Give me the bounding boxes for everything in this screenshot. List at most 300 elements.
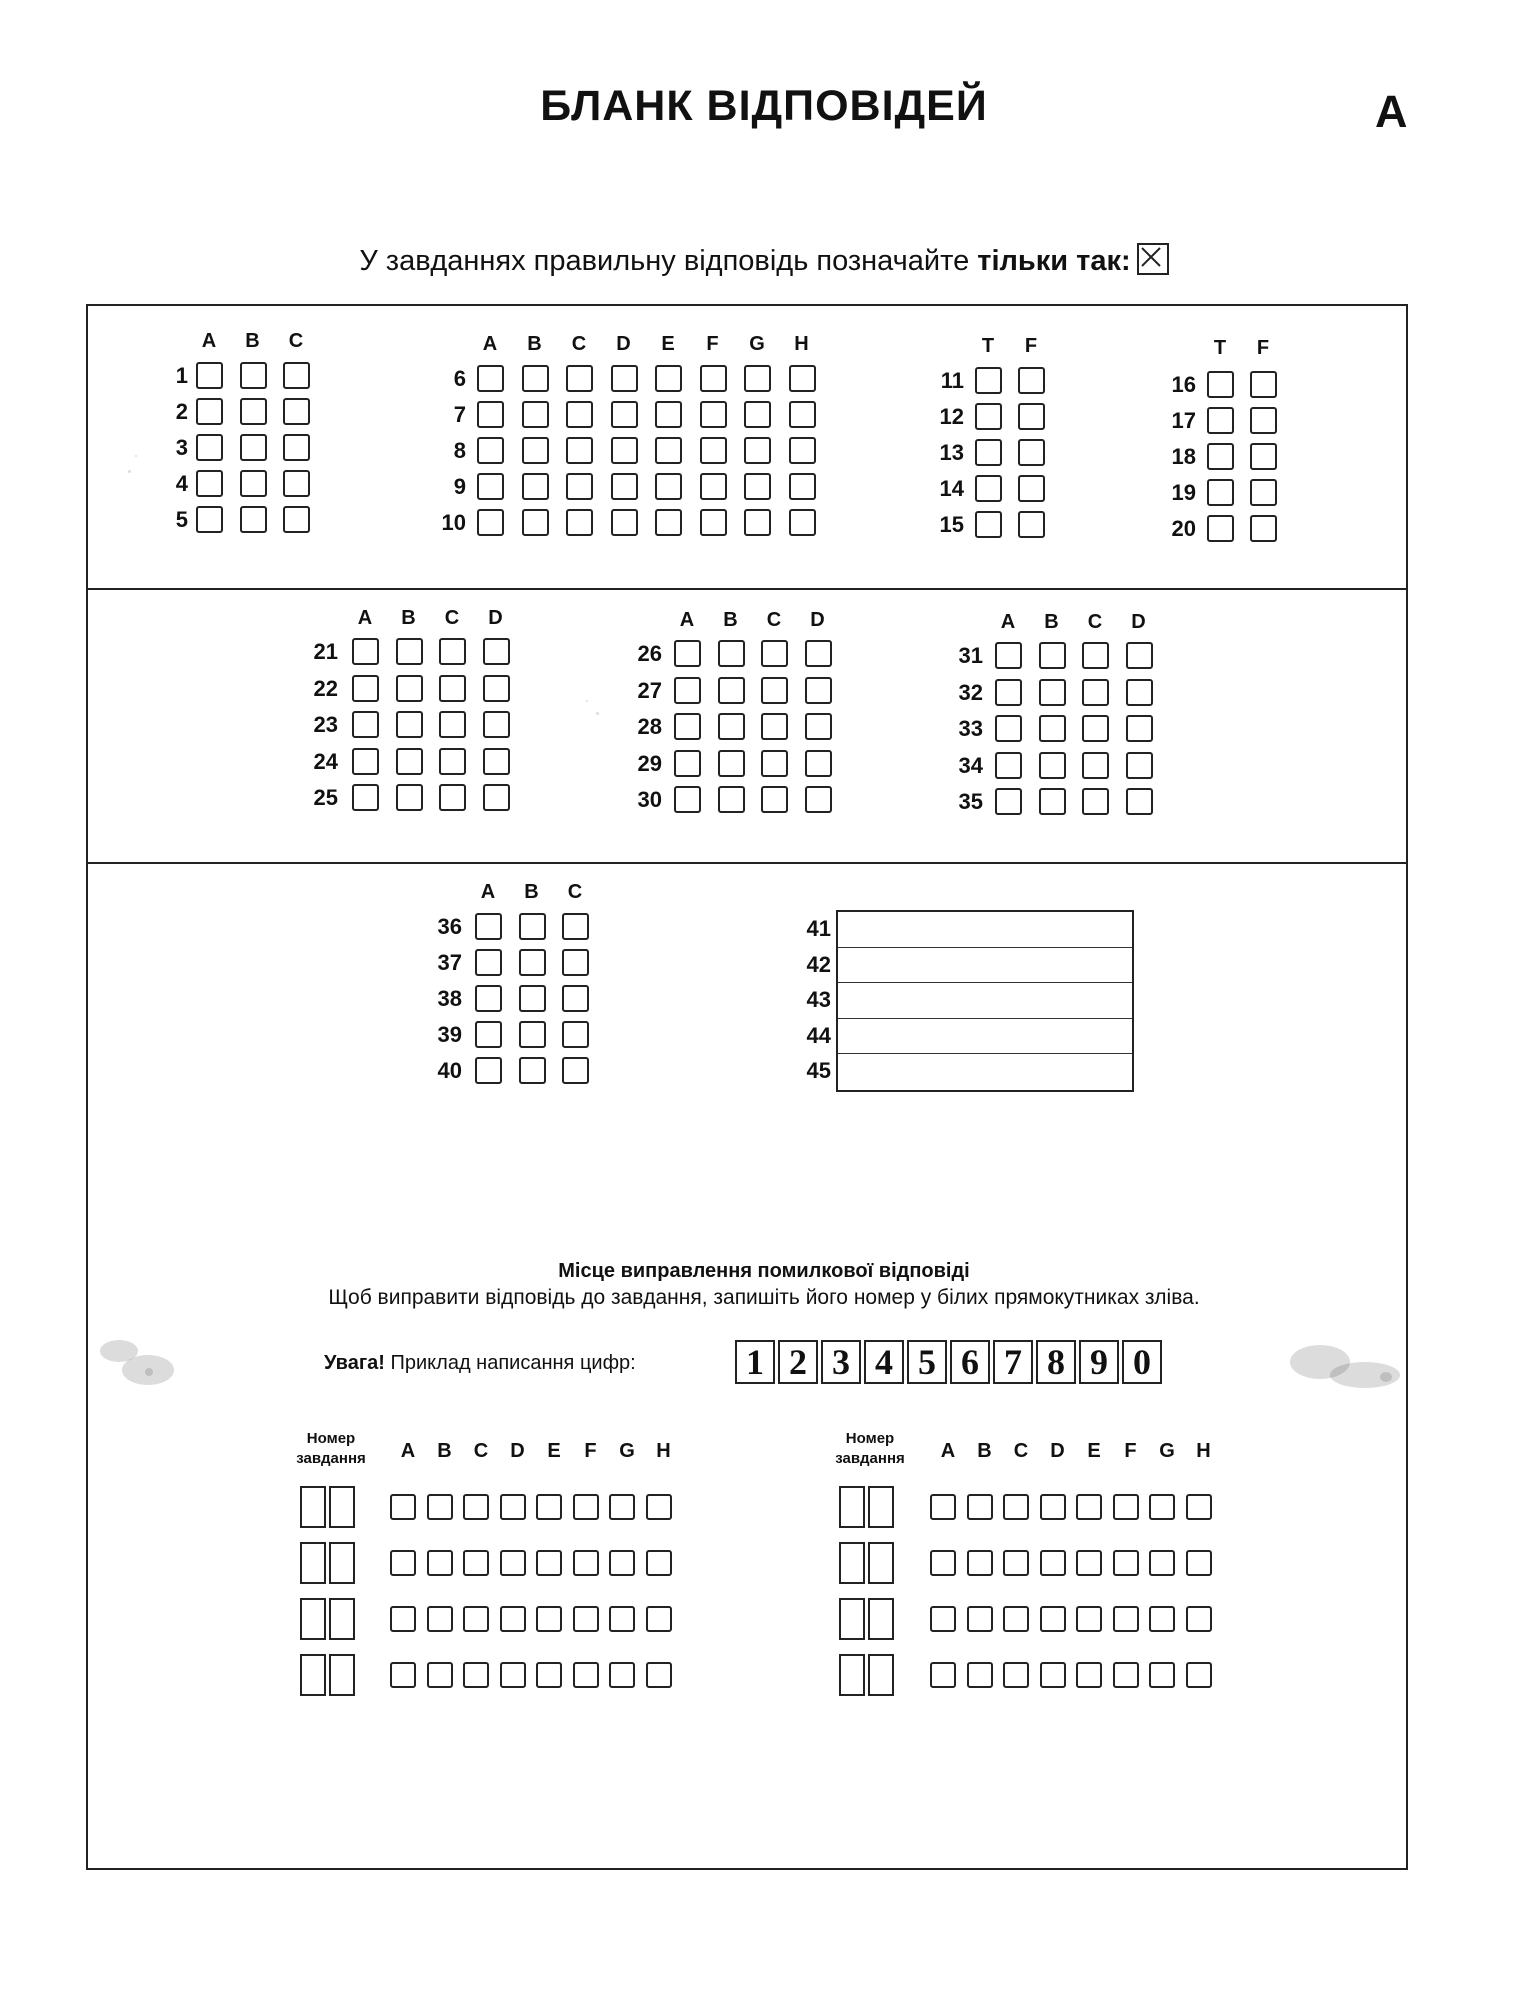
answer-checkbox-6-b[interactable] xyxy=(522,365,549,392)
correction-checkbox-g[interactable] xyxy=(609,1550,635,1576)
answer-checkbox-10-h[interactable] xyxy=(789,509,816,536)
answer-checkbox-6-h[interactable] xyxy=(789,365,816,392)
correction-checkbox-a[interactable] xyxy=(390,1662,416,1688)
answer-checkbox-35-a[interactable] xyxy=(995,788,1022,815)
answer-checkbox-38-c[interactable] xyxy=(562,985,589,1012)
correction-checkbox-h[interactable] xyxy=(646,1662,672,1688)
answer-checkbox-13-t[interactable] xyxy=(975,439,1002,466)
task-number-digit-box[interactable] xyxy=(868,1654,894,1696)
answer-checkbox-22-a[interactable] xyxy=(352,675,379,702)
answer-checkbox-27-b[interactable] xyxy=(718,677,745,704)
answer-checkbox-1-c[interactable] xyxy=(283,362,310,389)
task-number-digit-box[interactable] xyxy=(839,1598,865,1640)
answer-checkbox-6-g[interactable] xyxy=(744,365,771,392)
answer-line-45[interactable] xyxy=(838,1054,1132,1090)
answer-line-43[interactable] xyxy=(838,983,1132,1019)
correction-checkbox-h[interactable] xyxy=(1186,1494,1212,1520)
answer-checkbox-9-c[interactable] xyxy=(566,473,593,500)
answer-checkbox-5-c[interactable] xyxy=(283,506,310,533)
answer-checkbox-40-c[interactable] xyxy=(562,1057,589,1084)
answer-checkbox-26-a[interactable] xyxy=(674,640,701,667)
correction-checkbox-c[interactable] xyxy=(1003,1662,1029,1688)
digit-sample: 2 xyxy=(778,1340,818,1384)
answer-checkbox-32-a[interactable] xyxy=(995,679,1022,706)
question-number: 16 xyxy=(1171,372,1196,397)
correction-checkbox-d[interactable] xyxy=(1040,1606,1066,1632)
answer-checkbox-36-c[interactable] xyxy=(562,913,589,940)
task-number-digit-box[interactable] xyxy=(300,1486,326,1528)
answer-checkbox-8-b[interactable] xyxy=(522,437,549,464)
answer-checkbox-7-h[interactable] xyxy=(789,401,816,428)
answer-checkbox-31-a[interactable] xyxy=(995,642,1022,669)
digit-sample: 1 xyxy=(735,1340,775,1384)
answer-checkbox-24-b[interactable] xyxy=(396,748,423,775)
question-number: 18 xyxy=(1171,444,1196,469)
scan-speck xyxy=(1380,1372,1392,1382)
question-number: 13 xyxy=(939,440,964,465)
answer-checkbox-25-d[interactable] xyxy=(483,784,510,811)
correction-checkbox-a[interactable] xyxy=(390,1494,416,1520)
question-number: 2 xyxy=(175,399,188,424)
answer-checkbox-35-c[interactable] xyxy=(1082,788,1109,815)
correction-checkbox-b[interactable] xyxy=(427,1606,453,1632)
answer-checkbox-31-d[interactable] xyxy=(1126,642,1153,669)
answer-line-42[interactable] xyxy=(838,948,1132,984)
column-header-b: B xyxy=(1044,611,1059,633)
answer-checkbox-33-c[interactable] xyxy=(1082,715,1109,742)
answer-checkbox-40-a[interactable] xyxy=(475,1057,502,1084)
question-number: 12 xyxy=(939,404,964,429)
answer-checkbox-8-e[interactable] xyxy=(655,437,682,464)
answer-checkbox-37-b[interactable] xyxy=(519,949,546,976)
answer-checkbox-9-d[interactable] xyxy=(611,473,638,500)
answer-checkbox-6-a[interactable] xyxy=(477,365,504,392)
answer-checkbox-1-a[interactable] xyxy=(196,362,223,389)
answer-checkbox-22-c[interactable] xyxy=(439,675,466,702)
column-header-h: H xyxy=(794,333,809,355)
warning-text: Приклад написання цифр: xyxy=(384,1352,636,1374)
answer-checkbox-2-b[interactable] xyxy=(240,398,267,425)
answer-checkbox-34-c[interactable] xyxy=(1082,752,1109,779)
answer-checkbox-38-a[interactable] xyxy=(475,985,502,1012)
answer-checkbox-17-t[interactable] xyxy=(1207,407,1234,434)
answer-checkbox-4-b[interactable] xyxy=(240,470,267,497)
answer-checkbox-8-a[interactable] xyxy=(477,437,504,464)
correction-checkbox-e[interactable] xyxy=(536,1662,562,1688)
correction-checkbox-h[interactable] xyxy=(1186,1606,1212,1632)
answer-checkbox-11-t[interactable] xyxy=(975,367,1002,394)
correction-checkbox-f[interactable] xyxy=(1113,1494,1139,1520)
correction-checkbox-a[interactable] xyxy=(390,1606,416,1632)
column-header-b: B xyxy=(245,330,260,352)
column-header-c: C xyxy=(444,607,460,629)
answer-checkbox-5-b[interactable] xyxy=(240,506,267,533)
answer-checkbox-10-d[interactable] xyxy=(611,509,638,536)
answer-line-41[interactable] xyxy=(838,912,1132,948)
answer-checkbox-23-b[interactable] xyxy=(396,711,423,738)
answer-checkbox-7-f[interactable] xyxy=(700,401,727,428)
question-number: 21 xyxy=(313,639,338,664)
answer-checkbox-31-b[interactable] xyxy=(1039,642,1066,669)
answer-checkbox-35-d[interactable] xyxy=(1126,788,1153,815)
correction-checkbox-g[interactable] xyxy=(609,1662,635,1688)
correction-checkbox-b[interactable] xyxy=(967,1606,993,1632)
answer-checkbox-22-b[interactable] xyxy=(396,675,423,702)
column-header-b: B xyxy=(524,881,539,903)
correction-checkbox-e[interactable] xyxy=(536,1550,562,1576)
digit-sample: 8 xyxy=(1036,1340,1076,1384)
correction-checkbox-a[interactable] xyxy=(390,1550,416,1576)
answer-checkbox-9-f[interactable] xyxy=(700,473,727,500)
question-number: 38 xyxy=(437,986,462,1011)
column-header-f: F xyxy=(1024,335,1038,357)
correction-checkbox-d[interactable] xyxy=(500,1662,526,1688)
column-header-b: B xyxy=(977,1440,992,1462)
correction-checkbox-h[interactable] xyxy=(646,1606,672,1632)
answer-checkbox-26-b[interactable] xyxy=(718,640,745,667)
answer-checkbox-8-g[interactable] xyxy=(744,437,771,464)
digits-example-label xyxy=(324,1352,636,1375)
answer-checkbox-23-c[interactable] xyxy=(439,711,466,738)
answer-checkbox-21-d[interactable] xyxy=(483,638,510,665)
answer-checkbox-34-d[interactable] xyxy=(1126,752,1153,779)
correction-checkbox-d[interactable] xyxy=(1040,1494,1066,1520)
answer-checkbox-20-f[interactable] xyxy=(1250,515,1277,542)
correction-checkbox-f[interactable] xyxy=(1113,1550,1139,1576)
correction-checkbox-g[interactable] xyxy=(609,1494,635,1520)
answer-checkbox-24-c[interactable] xyxy=(439,748,466,775)
answer-checkbox-5-a[interactable] xyxy=(196,506,223,533)
column-header-t: T xyxy=(981,335,995,357)
question-number: 30 xyxy=(637,787,662,812)
column-header-g: G xyxy=(619,1440,635,1462)
correction-checkbox-g[interactable] xyxy=(1149,1494,1175,1520)
answer-checkbox-7-g[interactable] xyxy=(744,401,771,428)
answer-checkbox-33-b[interactable] xyxy=(1039,715,1066,742)
column-header-e: E xyxy=(661,333,675,355)
answer-checkbox-31-c[interactable] xyxy=(1082,642,1109,669)
correction-checkbox-c[interactable] xyxy=(463,1606,489,1632)
answer-checkbox-7-e[interactable] xyxy=(655,401,682,428)
column-header-a: A xyxy=(400,1440,416,1462)
column-header-h: H xyxy=(1196,1440,1211,1462)
column-header-a: A xyxy=(482,333,498,355)
task-number-digit-box[interactable] xyxy=(329,1542,355,1584)
correction-checkbox-e[interactable] xyxy=(536,1606,562,1632)
correction-checkbox-c[interactable] xyxy=(463,1662,489,1688)
task-number-digit-box[interactable] xyxy=(329,1486,355,1528)
answer-checkbox-9-a[interactable] xyxy=(477,473,504,500)
answer-checkbox-9-b[interactable] xyxy=(522,473,549,500)
correction-checkbox-e[interactable] xyxy=(1076,1550,1102,1576)
section-divider xyxy=(86,588,1408,590)
task-number-digit-box[interactable] xyxy=(839,1654,865,1696)
answer-checkbox-18-f[interactable] xyxy=(1250,443,1277,470)
correction-checkbox-c[interactable] xyxy=(463,1550,489,1576)
correction-checkbox-a[interactable] xyxy=(930,1494,956,1520)
answer-checkbox-19-t[interactable] xyxy=(1207,479,1234,506)
answer-checkbox-10-b[interactable] xyxy=(522,509,549,536)
answer-checkbox-22-d[interactable] xyxy=(483,675,510,702)
answer-checkbox-10-c[interactable] xyxy=(566,509,593,536)
correction-checkbox-a[interactable] xyxy=(930,1606,956,1632)
correction-checkbox-f[interactable] xyxy=(573,1606,599,1632)
correction-checkbox-a[interactable] xyxy=(930,1662,956,1688)
column-header-b: B xyxy=(437,1440,452,1462)
answer-checkbox-15-f[interactable] xyxy=(1018,511,1045,538)
answer-checkbox-34-b[interactable] xyxy=(1039,752,1066,779)
answer-checkbox-16-t[interactable] xyxy=(1207,371,1234,398)
digit-sample: 5 xyxy=(907,1340,947,1384)
answer-checkbox-8-h[interactable] xyxy=(789,437,816,464)
answer-checkbox-18-t[interactable] xyxy=(1207,443,1234,470)
correction-checkbox-b[interactable] xyxy=(967,1494,993,1520)
question-number: 10 xyxy=(441,510,466,535)
correction-instruction: Щоб виправити відповідь до завдання, запишіть його номер у білих прямокутниках зліва. xyxy=(328,1286,1200,1309)
answer-checkbox-21-a[interactable] xyxy=(352,638,379,665)
answer-checkbox-38-b[interactable] xyxy=(519,985,546,1012)
answer-checkbox-36-a[interactable] xyxy=(475,913,502,940)
question-number: 37 xyxy=(437,950,462,975)
answer-checkbox-16-f[interactable] xyxy=(1250,371,1277,398)
answer-checkbox-36-b[interactable] xyxy=(519,913,546,940)
answer-checkbox-30-d[interactable] xyxy=(805,786,832,813)
answer-checkbox-13-f[interactable] xyxy=(1018,439,1045,466)
answer-checkbox-1-b[interactable] xyxy=(240,362,267,389)
column-header-f: F xyxy=(1256,337,1270,359)
task-number-digit-box[interactable] xyxy=(300,1542,326,1584)
digit-sample: 0 xyxy=(1122,1340,1162,1384)
correction-checkbox-c[interactable] xyxy=(1003,1606,1029,1632)
answer-checkbox-7-b[interactable] xyxy=(522,401,549,428)
correction-checkbox-e[interactable] xyxy=(1076,1662,1102,1688)
correction-checkbox-c[interactable] xyxy=(463,1494,489,1520)
answer-checkbox-27-c[interactable] xyxy=(761,677,788,704)
answer-line-44[interactable] xyxy=(838,1019,1132,1055)
answer-checkbox-29-d[interactable] xyxy=(805,750,832,777)
task-number-digit-box[interactable] xyxy=(839,1486,865,1528)
correction-checkbox-d[interactable] xyxy=(1040,1550,1066,1576)
answer-checkbox-33-d[interactable] xyxy=(1126,715,1153,742)
answer-checkbox-9-e[interactable] xyxy=(655,473,682,500)
answer-checkbox-28-c[interactable] xyxy=(761,713,788,740)
instruction xyxy=(0,243,1528,278)
cross-mark-icon xyxy=(1137,243,1169,275)
answer-checkbox-32-d[interactable] xyxy=(1126,679,1153,706)
answer-checkbox-23-d[interactable] xyxy=(483,711,510,738)
correction-checkbox-g[interactable] xyxy=(609,1606,635,1632)
correction-checkbox-h[interactable] xyxy=(646,1494,672,1520)
answer-checkbox-26-d[interactable] xyxy=(805,640,832,667)
column-header-d: D xyxy=(810,609,825,631)
answer-checkbox-24-d[interactable] xyxy=(483,748,510,775)
answer-checkbox-17-f[interactable] xyxy=(1250,407,1277,434)
correction-checkbox-f[interactable] xyxy=(573,1662,599,1688)
answer-checkbox-12-f[interactable] xyxy=(1018,403,1045,430)
task-number-label: Номер xyxy=(306,1430,356,1447)
column-header-d: D xyxy=(488,607,503,629)
answer-checkbox-24-a[interactable] xyxy=(352,748,379,775)
task-number-digit-box[interactable] xyxy=(300,1654,326,1696)
digit-sample: 3 xyxy=(821,1340,861,1384)
column-header-g: G xyxy=(1159,1440,1175,1462)
correction-checkbox-d[interactable] xyxy=(500,1550,526,1576)
correction-checkbox-a[interactable] xyxy=(930,1550,956,1576)
answer-checkbox-39-b[interactable] xyxy=(519,1021,546,1048)
instruction-text: У завданнях правильну відповідь позначайте xyxy=(359,245,978,277)
answer-checkbox-3-c[interactable] xyxy=(283,434,310,461)
answer-checkbox-9-h[interactable] xyxy=(789,473,816,500)
correction-checkbox-b[interactable] xyxy=(427,1662,453,1688)
answer-checkbox-2-c[interactable] xyxy=(283,398,310,425)
answer-checkbox-8-f[interactable] xyxy=(700,437,727,464)
correction-checkbox-h[interactable] xyxy=(1186,1550,1212,1576)
column-header-d: D xyxy=(1050,1440,1065,1462)
answer-checkbox-25-c[interactable] xyxy=(439,784,466,811)
answer-checkbox-21-c[interactable] xyxy=(439,638,466,665)
task-number-digit-box[interactable] xyxy=(868,1486,894,1528)
scan-speck xyxy=(128,470,131,473)
answer-checkbox-10-a[interactable] xyxy=(477,509,504,536)
answer-checkbox-28-d[interactable] xyxy=(805,713,832,740)
answer-checkbox-4-c[interactable] xyxy=(283,470,310,497)
column-header-b: B xyxy=(723,609,738,631)
answer-checkbox-34-a[interactable] xyxy=(995,752,1022,779)
task-number-digit-box[interactable] xyxy=(300,1598,326,1640)
answer-checkbox-28-a[interactable] xyxy=(674,713,701,740)
answer-checkbox-10-g[interactable] xyxy=(744,509,771,536)
correction-checkbox-f[interactable] xyxy=(1113,1662,1139,1688)
answer-checkbox-2-a[interactable] xyxy=(196,398,223,425)
answer-checkbox-29-b[interactable] xyxy=(718,750,745,777)
correction-checkbox-g[interactable] xyxy=(1149,1606,1175,1632)
answer-checkbox-27-a[interactable] xyxy=(674,677,701,704)
question-number: 15 xyxy=(939,512,964,537)
answer-checkbox-30-a[interactable] xyxy=(674,786,701,813)
answer-checkbox-3-b[interactable] xyxy=(240,434,267,461)
correction-checkbox-d[interactable] xyxy=(500,1606,526,1632)
question-number: 43 xyxy=(806,987,831,1013)
answer-checkbox-32-c[interactable] xyxy=(1082,679,1109,706)
answer-checkbox-10-f[interactable] xyxy=(700,509,727,536)
answer-checkbox-6-d[interactable] xyxy=(611,365,638,392)
correction-checkbox-d[interactable] xyxy=(500,1494,526,1520)
answer-checkbox-20-t[interactable] xyxy=(1207,515,1234,542)
task-number-digit-box[interactable] xyxy=(329,1654,355,1696)
answer-checkbox-12-t[interactable] xyxy=(975,403,1002,430)
correction-checkbox-g[interactable] xyxy=(1149,1550,1175,1576)
answer-checkbox-4-a[interactable] xyxy=(196,470,223,497)
correction-checkbox-f[interactable] xyxy=(1113,1606,1139,1632)
scan-speck xyxy=(596,712,599,715)
correction-checkbox-g[interactable] xyxy=(1149,1662,1175,1688)
correction-checkbox-d[interactable] xyxy=(1040,1662,1066,1688)
question-number: 33 xyxy=(958,716,983,741)
answer-checkbox-7-a[interactable] xyxy=(477,401,504,428)
column-header-e: E xyxy=(547,1440,561,1462)
answer-checkbox-9-g[interactable] xyxy=(744,473,771,500)
answer-checkbox-27-d[interactable] xyxy=(805,677,832,704)
answer-checkbox-35-b[interactable] xyxy=(1039,788,1066,815)
correction-checkbox-e[interactable] xyxy=(536,1494,562,1520)
question-number: 44 xyxy=(806,1022,831,1048)
answer-checkbox-33-a[interactable] xyxy=(995,715,1022,742)
column-header-f: F xyxy=(584,1440,597,1462)
column-header-f: F xyxy=(706,333,719,355)
correction-checkbox-c[interactable] xyxy=(1003,1494,1029,1520)
correction-checkbox-b[interactable] xyxy=(427,1494,453,1520)
answer-checkbox-11-f[interactable] xyxy=(1018,367,1045,394)
answer-checkbox-32-b[interactable] xyxy=(1039,679,1066,706)
scan-speck xyxy=(145,1368,153,1376)
answer-checkbox-37-a[interactable] xyxy=(475,949,502,976)
answer-checkbox-30-c[interactable] xyxy=(761,786,788,813)
correction-checkbox-e[interactable] xyxy=(1076,1494,1102,1520)
digits-example xyxy=(735,1340,1162,1384)
correction-checkbox-b[interactable] xyxy=(967,1550,993,1576)
question-number: 9 xyxy=(453,474,466,499)
answer-checkbox-8-c[interactable] xyxy=(566,437,593,464)
answer-checkbox-25-b[interactable] xyxy=(396,784,423,811)
correction-checkbox-h[interactable] xyxy=(1186,1662,1212,1688)
correction-checkbox-h[interactable] xyxy=(646,1550,672,1576)
answer-checkbox-29-a[interactable] xyxy=(674,750,701,777)
correction-checkbox-b[interactable] xyxy=(967,1662,993,1688)
answer-checkbox-3-a[interactable] xyxy=(196,434,223,461)
correction-checkbox-f[interactable] xyxy=(573,1550,599,1576)
task-number-label: завдання xyxy=(296,1450,366,1467)
answer-checkbox-6-c[interactable] xyxy=(566,365,593,392)
answer-checkbox-6-f[interactable] xyxy=(700,365,727,392)
answer-checkbox-40-b[interactable] xyxy=(519,1057,546,1084)
correction-checkbox-b[interactable] xyxy=(427,1550,453,1576)
answer-checkbox-7-d[interactable] xyxy=(611,401,638,428)
answer-checkbox-29-c[interactable] xyxy=(761,750,788,777)
answer-checkbox-39-a[interactable] xyxy=(475,1021,502,1048)
answer-checkbox-28-b[interactable] xyxy=(718,713,745,740)
task-number-digit-box[interactable] xyxy=(868,1542,894,1584)
column-header-c: C xyxy=(288,330,304,352)
correction-checkbox-e[interactable] xyxy=(1076,1606,1102,1632)
open-answer-area[interactable] xyxy=(836,910,1134,1092)
column-header-c: C xyxy=(567,881,583,903)
correction-title: Місце виправлення помилкової відповіді xyxy=(558,1260,970,1282)
question-number: 28 xyxy=(637,714,662,739)
answer-checkbox-21-b[interactable] xyxy=(396,638,423,665)
answer-checkbox-30-b[interactable] xyxy=(718,786,745,813)
answer-checkbox-26-c[interactable] xyxy=(761,640,788,667)
question-number: 6 xyxy=(453,366,466,391)
answer-checkbox-19-f[interactable] xyxy=(1250,479,1277,506)
answer-checkbox-6-e[interactable] xyxy=(655,365,682,392)
answer-checkbox-25-a[interactable] xyxy=(352,784,379,811)
task-number-digit-box[interactable] xyxy=(839,1542,865,1584)
correction-checkbox-c[interactable] xyxy=(1003,1550,1029,1576)
answer-checkbox-14-t[interactable] xyxy=(975,475,1002,502)
answer-checkbox-8-d[interactable] xyxy=(611,437,638,464)
task-number-digit-box[interactable] xyxy=(868,1598,894,1640)
correction-checkbox-f[interactable] xyxy=(573,1494,599,1520)
answer-checkbox-37-c[interactable] xyxy=(562,949,589,976)
answer-checkbox-15-t[interactable] xyxy=(975,511,1002,538)
task-number-digit-box[interactable] xyxy=(329,1598,355,1640)
answer-checkbox-7-c[interactable] xyxy=(566,401,593,428)
answer-checkbox-39-c[interactable] xyxy=(562,1021,589,1048)
answer-checkbox-14-f[interactable] xyxy=(1018,475,1045,502)
scan-speck xyxy=(135,455,137,457)
answer-checkbox-23-a[interactable] xyxy=(352,711,379,738)
answer-checkbox-10-e[interactable] xyxy=(655,509,682,536)
